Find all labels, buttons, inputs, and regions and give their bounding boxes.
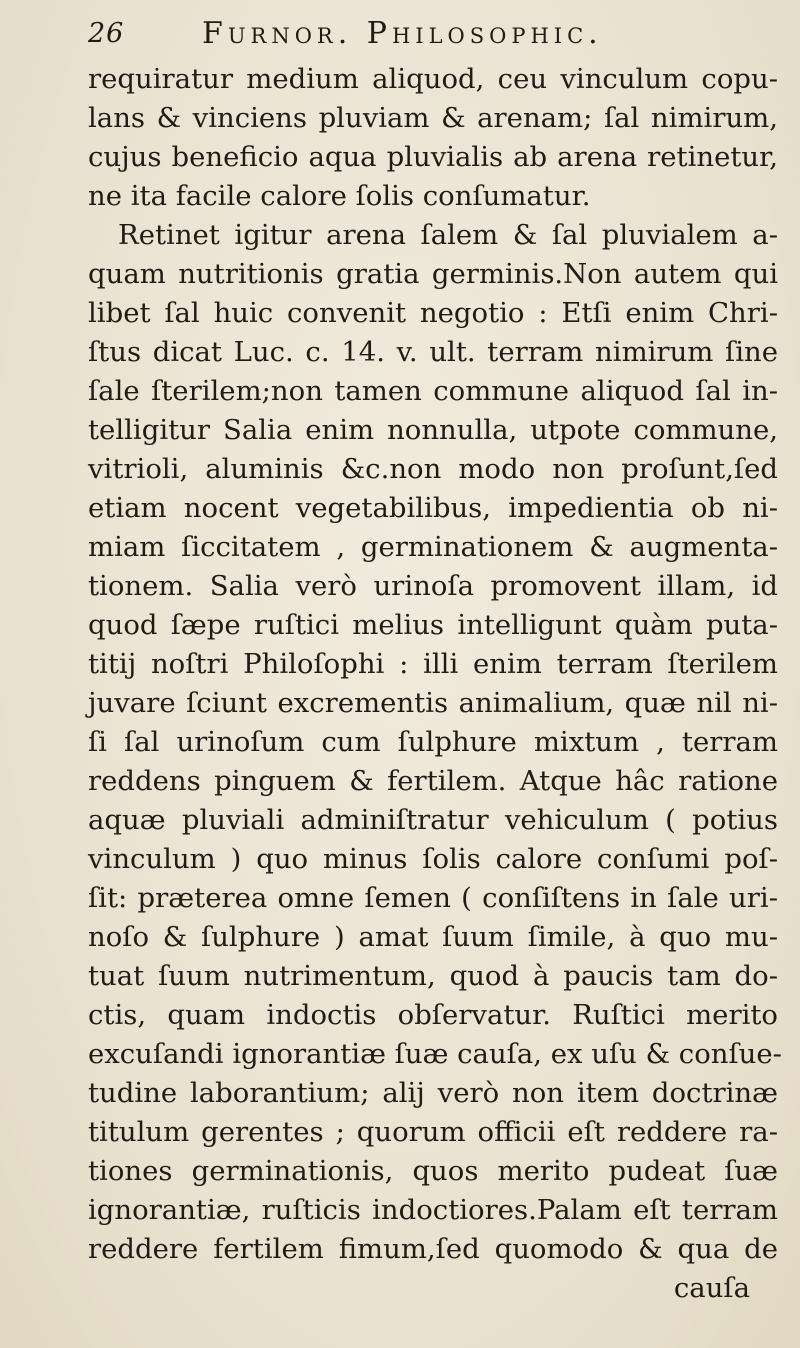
text-line: aquæ pluviali adminiſtratur vehiculum ( potius: [88, 804, 778, 836]
text-line: cujus beneficio aqua pluvialis ab arena retinetur,: [88, 141, 778, 173]
text-line: juvare ſciunt excrementis animalium, quæ nil ni-: [88, 687, 778, 719]
text-line: quod ſæpe ruſtici melius intelligunt quàm puta-: [88, 609, 778, 641]
text-line: etiam nocent vegetabilibus, impedientia ob ni-: [88, 492, 778, 524]
text-line: libet ſal huic convenit negotio : Etſi enim Chri-: [88, 297, 778, 329]
text-line: tuat ſuum nutrimentum, quod à paucis tam do-: [88, 960, 778, 992]
catchword: cauſa: [673, 1272, 750, 1304]
text-line: ne ita facile calore ſolis conſumatur.: [88, 180, 591, 212]
text-line: titulum gerentes ; quorum officii eſt reddere ra-: [88, 1116, 778, 1148]
text-line: quam nutritionis gratia germinis.Non autem qui: [88, 258, 778, 290]
text-line: noſo & ſulphure ) amat ſuum ſimile, à quo mu-: [88, 921, 778, 953]
running-title: Furnor. Philosophic.: [202, 16, 603, 51]
text-line: telligitur Salia enim nonnulla, utpote commune,: [88, 414, 778, 446]
text-line: reddens pinguem & fertilem. Atque hâc ratione: [88, 765, 778, 797]
text-line: ſi ſal urinoſum cum ſulphure mixtum , terram: [88, 726, 778, 758]
text-line: ſtus dicat Luc. c. 14. v. ult. terram nimirum ſine: [88, 336, 778, 368]
body-text: [88, 60, 782, 1308]
text-line: tionem. Salia verò urinoſa promovent illam, id: [88, 570, 778, 602]
text-line: ſit: præterea omne ſemen ( conſiſtens in ſale uri-: [88, 882, 778, 914]
page-header: [88, 14, 768, 58]
text-line: tudine laborantium; alij verò non item doctrinæ: [88, 1077, 778, 1109]
text-line: reddere fertilem fimum,ſed quomodo & qua de: [88, 1233, 778, 1265]
text-line: ſale ſterilem;non tamen commune aliquod ſal in-: [88, 375, 778, 407]
text-line: vitrioli, aluminis &c.non modo non proſunt,ſed: [88, 453, 778, 485]
text-line: tiones germinationis, quos merito pudeat ſuæ: [88, 1155, 778, 1187]
text-line: Retinet igitur arena ſalem & ſal pluvialem a-: [118, 219, 778, 251]
text-line: ignorantiæ, ruſticis indoctiores.Palam eſt terram: [88, 1194, 778, 1226]
text-line: requiratur medium aliquod, ceu vinculum copu-: [88, 63, 778, 95]
text-line: titij noſtri Philoſophi : illi enim terram ſterilem: [88, 648, 778, 680]
text-line: miam ſiccitatem , germinationem & augmenta-: [88, 531, 778, 563]
text-line: ctis, quam indoctis obſervatur. Ruſtici merito: [88, 999, 778, 1031]
text-line: excuſandi ignorantiæ ſuæ cauſa, ex uſu & conſue-: [88, 1038, 782, 1070]
text-line: vinculum ) quo minus ſolis calore conſumi poſ-: [88, 843, 778, 875]
page-number: 26: [88, 18, 125, 49]
text-line: lans & vinciens pluviam & arenam; ſal nimirum,: [88, 102, 778, 134]
